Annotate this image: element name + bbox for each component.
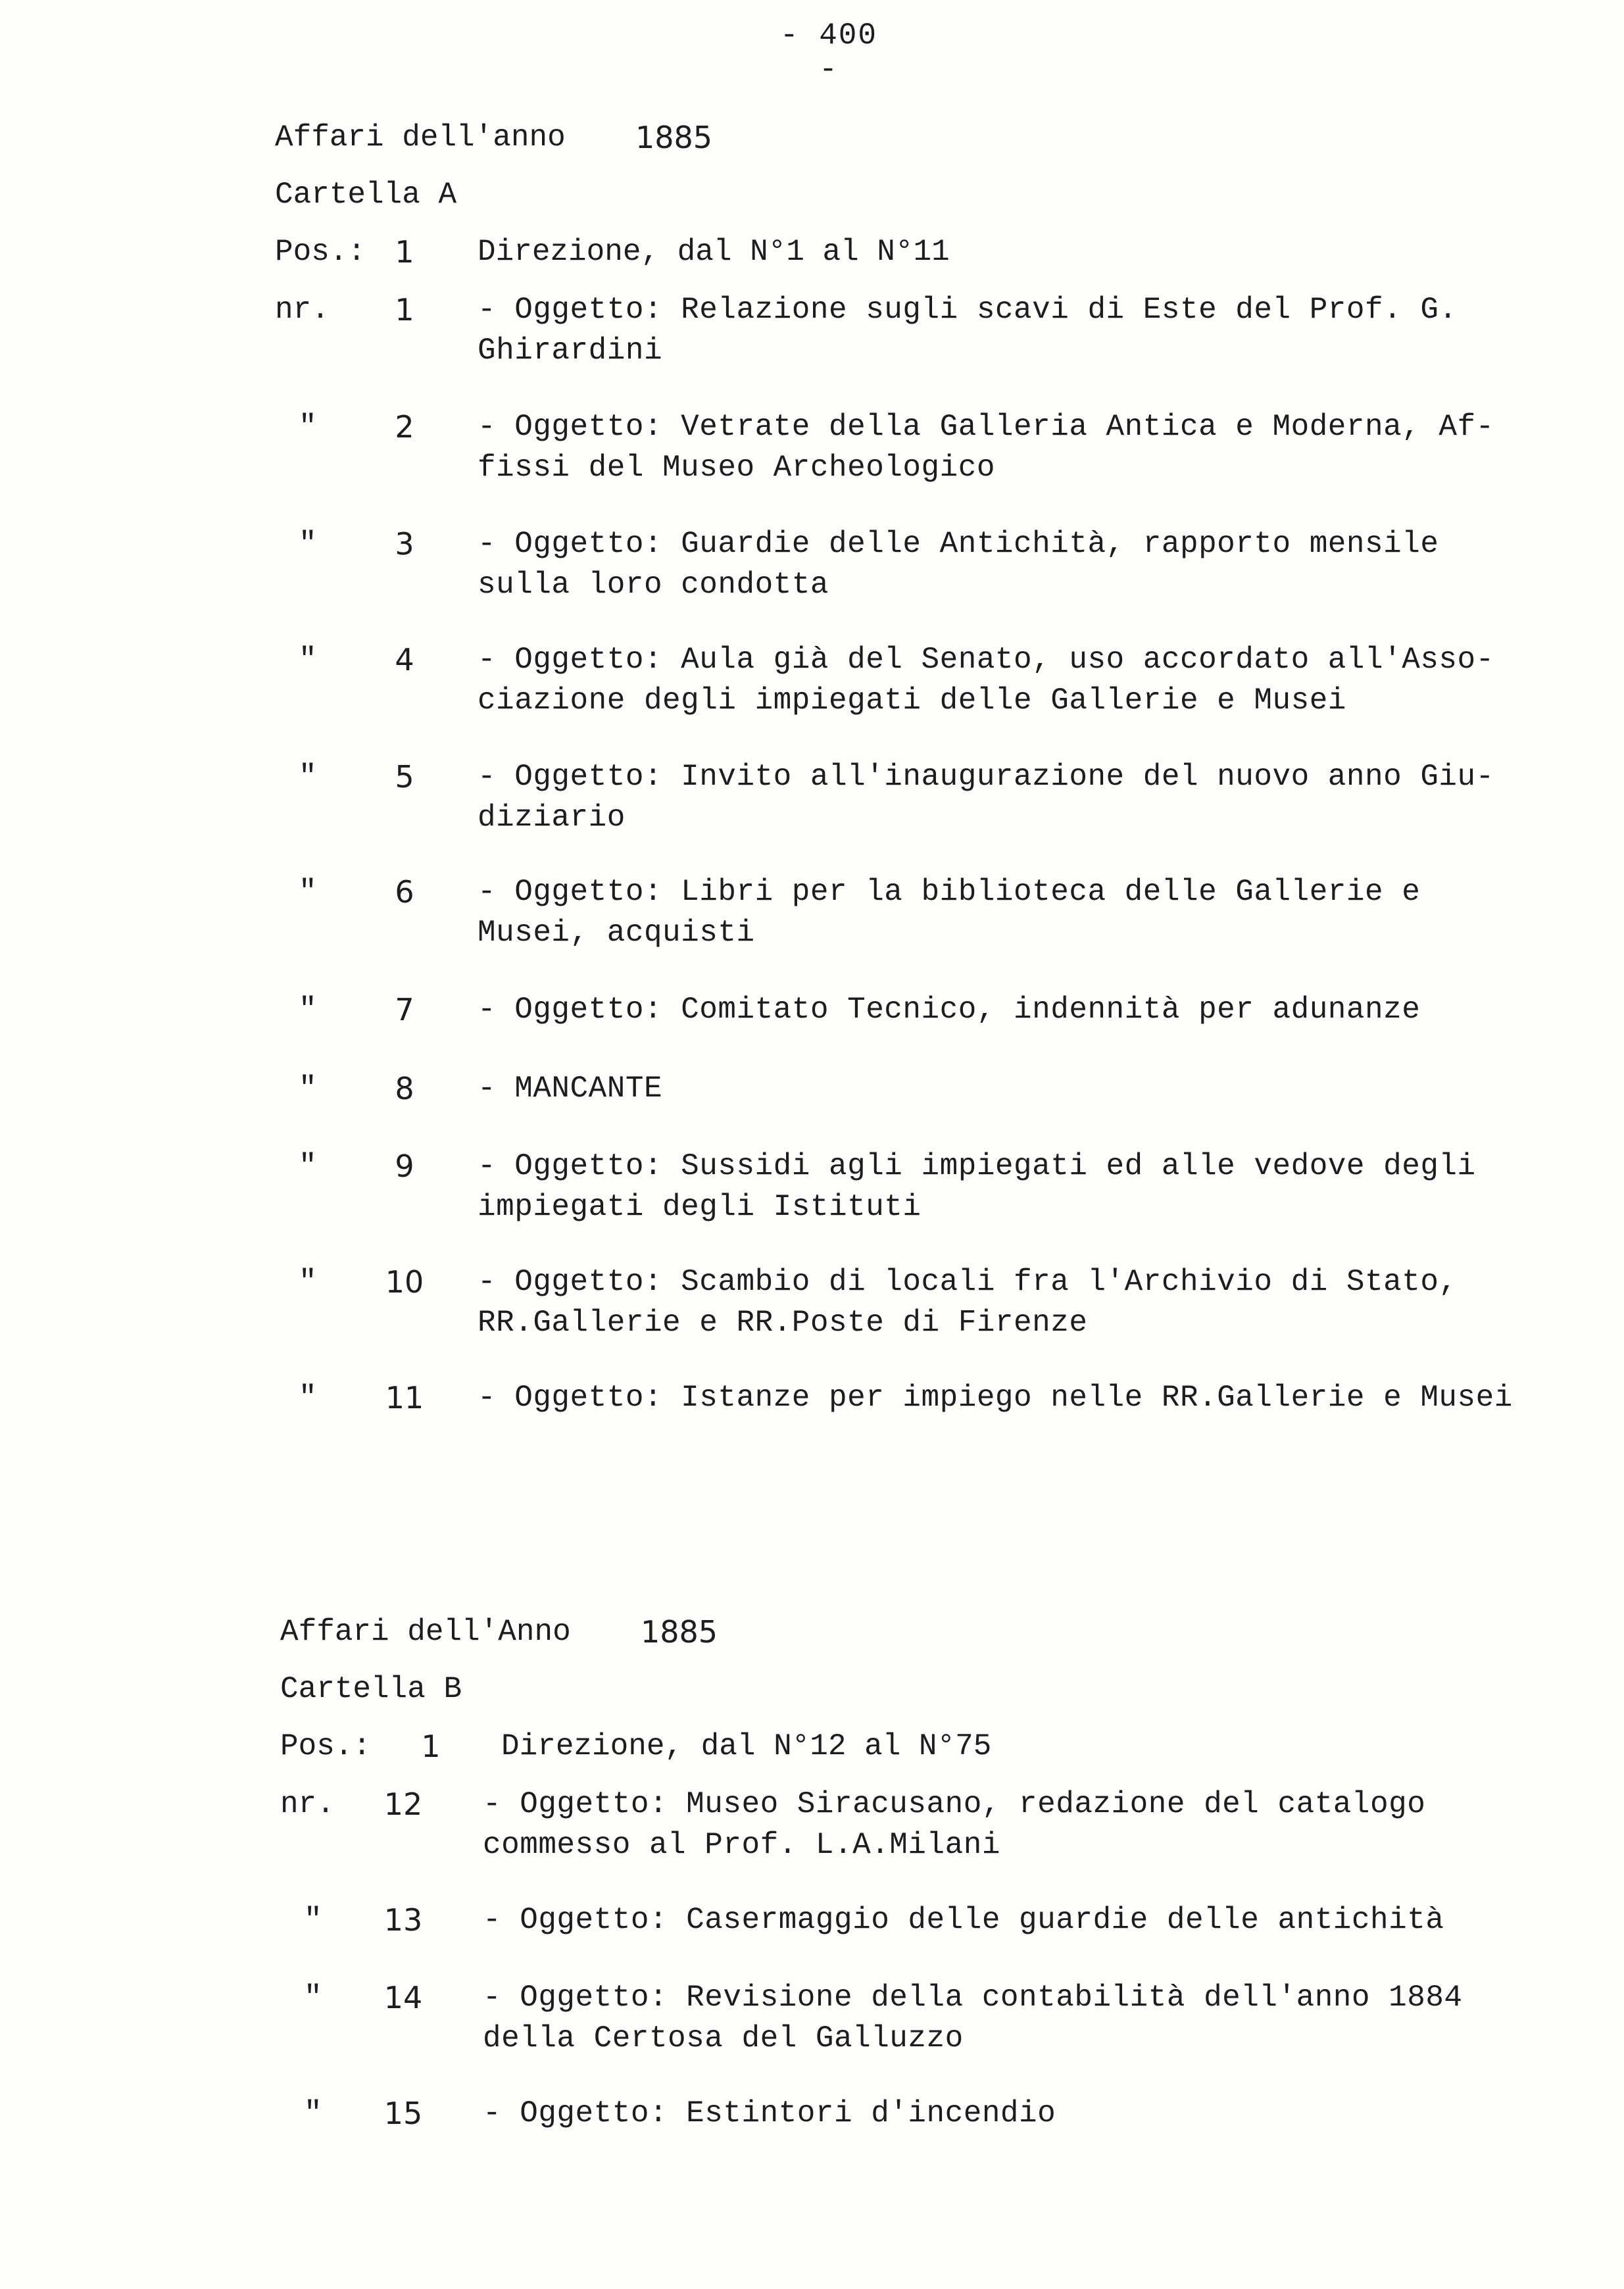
item-marker: "	[299, 1265, 317, 1299]
item-marker: "	[299, 643, 317, 677]
item-description	[478, 1262, 1596, 1343]
item-description	[478, 989, 1596, 1030]
item-marker: "	[304, 1981, 322, 2015]
item-number: 1	[395, 292, 414, 328]
section-b-pos-text: Direzione, dal N°12 al N°75	[501, 1729, 992, 1763]
section-b-folder: Cartella B	[280, 1672, 462, 1706]
item-marker: "	[299, 1381, 317, 1415]
item-number: 7	[395, 992, 414, 1027]
section-b-pos-label: Pos.:	[280, 1729, 372, 1763]
item-number: 14	[383, 1980, 423, 2015]
item-marker: "	[299, 410, 317, 444]
item-number: 2	[395, 409, 414, 445]
item-description	[478, 1377, 1596, 1418]
item-description-line-1: - Oggetto: Scambio di locali fra l'Archivio di Stato,	[478, 1265, 1458, 1299]
item-description	[478, 639, 1596, 721]
item-number: 9	[395, 1148, 414, 1184]
item-description-line-2: diziario	[478, 800, 626, 835]
item-description-line-2: fissi del Museo Archeologico	[478, 451, 995, 485]
item-description	[483, 1784, 1601, 1865]
item-marker: "	[304, 1903, 322, 1937]
section-a-year: 1885	[635, 120, 713, 155]
item-description-line-1: - Oggetto: Istanze per impiego nelle RR.Gallerie e Musei	[478, 1381, 1513, 1415]
item-description	[478, 289, 1596, 371]
item-description-line-1: - Oggetto: Casermaggio delle guardie delle antichità	[483, 1903, 1444, 1937]
item-number: 13	[383, 1902, 423, 1938]
item-number: 10	[385, 1264, 424, 1300]
item-description	[478, 406, 1596, 488]
section-a-folder: Cartella A	[275, 178, 457, 212]
item-description-line-2: Ghirardini	[478, 333, 663, 368]
item-description-line-1: - Oggetto: Libri per la biblioteca delle Gallerie e	[478, 875, 1421, 909]
item-number: 11	[385, 1380, 424, 1415]
item-number: 8	[395, 1071, 414, 1106]
item-description-line-1: - Oggetto: Museo Siracusano, redazione del catalogo	[483, 1787, 1426, 1821]
item-description-line-2: commesso al Prof. L.A.Milani	[483, 1828, 1000, 1862]
item-description-line-2: della Certosa del Galluzzo	[483, 2021, 964, 2055]
item-description-line-1: - Oggetto: Estintori d'incendio	[483, 2096, 1056, 2130]
item-marker: "	[299, 1149, 317, 1183]
item-description	[483, 2093, 1601, 2134]
item-description-line-2: impiegati degli Istituti	[478, 1190, 922, 1224]
item-number: 3	[395, 526, 414, 562]
item-description-line-1: - Oggetto: Comitato Tecnico, indennità per adunanze	[478, 993, 1421, 1027]
item-marker: "	[299, 993, 317, 1027]
item-description-line-2: Musei, acquisti	[478, 916, 755, 950]
page-number: - 400 -	[779, 18, 878, 87]
item-description-line-1: - Oggetto: Relazione sugli scavi di Este del Prof. G.	[478, 293, 1458, 327]
section-b-year: 1885	[641, 1614, 718, 1650]
item-description	[483, 1977, 1601, 2059]
item-description-line-1: - Oggetto: Revisione della contabilità dell'anno 1884	[483, 1981, 1463, 2015]
item-number: 6	[395, 874, 414, 910]
item-description	[483, 1900, 1601, 1940]
item-marker: "	[299, 527, 317, 561]
item-description-line-2: ciazione degli impiegati delle Gallerie e Musei	[478, 683, 1346, 718]
item-number: 4	[395, 642, 414, 677]
item-description-line-1: - Oggetto: Sussidi agli impiegati ed alle vedove degli	[478, 1149, 1476, 1183]
item-description	[478, 872, 1596, 953]
item-marker: nr.	[275, 293, 330, 327]
item-marker: "	[304, 2096, 322, 2130]
item-description-line-2: sulla loro condotta	[478, 568, 829, 602]
section-b-heading: Affari dell'Anno	[280, 1615, 571, 1649]
item-marker: nr.	[280, 1787, 335, 1821]
section-a-heading: Affari dell'anno	[275, 120, 566, 155]
item-marker: "	[299, 1071, 317, 1106]
item-description-line-1: - MANCANTE	[478, 1071, 663, 1106]
section-a-pos-label: Pos.:	[275, 235, 366, 269]
item-description	[478, 1068, 1596, 1109]
item-description-line-1: - Oggetto: Guardie delle Antichità, rapporto mensile	[478, 527, 1439, 561]
item-marker: "	[299, 760, 317, 794]
item-description-line-1: - Oggetto: Aula già del Senato, uso accordato all'Asso-	[478, 643, 1494, 677]
item-description-line-1: - Oggetto: Vetrate della Galleria Antica e Moderna, Af-	[478, 410, 1494, 444]
section-b-pos-number: 1	[421, 1729, 441, 1764]
section-a-pos-text: Direzione, dal N°1 al N°11	[478, 235, 950, 269]
item-description-line-1: - Oggetto: Invito all'inaugurazione del nuovo anno Giu-	[478, 760, 1494, 794]
item-marker: "	[299, 875, 317, 909]
item-description	[478, 756, 1596, 838]
item-number: 12	[383, 1786, 423, 1822]
item-description	[478, 1146, 1596, 1227]
item-description	[478, 524, 1596, 605]
item-number: 15	[383, 2096, 423, 2131]
item-description-line-2: RR.Gallerie e RR.Poste di Firenze	[478, 1306, 1088, 1340]
section-a-pos-number: 1	[395, 234, 414, 270]
item-number: 5	[395, 759, 414, 795]
